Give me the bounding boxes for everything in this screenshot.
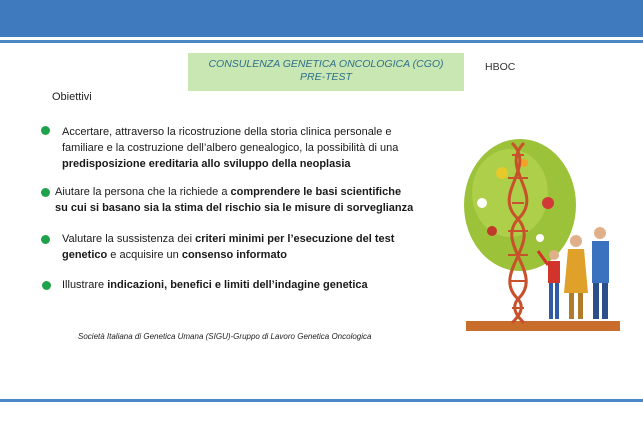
bullet-icon bbox=[42, 281, 51, 290]
objective-line bbox=[62, 156, 398, 172]
objective-bold-text: criteri minimi per l’esecuzione del test bbox=[195, 233, 395, 245]
objective-item bbox=[55, 184, 413, 216]
objective-bold-text: predisposizione ereditaria allo sviluppo della neoplasia bbox=[62, 158, 351, 170]
objective-item bbox=[62, 277, 368, 293]
header-bar bbox=[0, 0, 643, 37]
objective-line bbox=[62, 277, 368, 293]
objective-line bbox=[55, 200, 413, 216]
objective-line bbox=[62, 231, 394, 247]
objective-line bbox=[55, 184, 413, 200]
objective-bold-text: su cui si basano sia la stima del rischio sia le misure di sorveglianza bbox=[55, 202, 414, 214]
objective-text: Aiutare la persona che la richiede a bbox=[55, 186, 231, 198]
objective-bold-text: indicazioni, benefici e limiti dell’indagine genetica bbox=[107, 279, 368, 291]
objective-text: e acquisire un bbox=[107, 249, 182, 261]
objective-item bbox=[62, 124, 398, 172]
objective-text: familiare e la costruzione dell’albero genealogico, la possibilità di una bbox=[62, 142, 399, 154]
bullet-icon bbox=[41, 235, 50, 244]
footer-credit: Società Italiana di Genetica Umana (SIGU)-Gruppo di Lavoro Genetica Oncologica bbox=[78, 332, 372, 341]
header-divider bbox=[0, 40, 643, 43]
objective-text: Accertare, attraverso la ricostruzione della storia clinica personale e bbox=[62, 126, 392, 138]
slide-subtitle: PRE-TEST bbox=[300, 71, 352, 83]
slide-title: CONSULENZA GENETICA ONCOLOGICA (CGO) bbox=[208, 58, 444, 70]
bullet-icon bbox=[41, 126, 50, 135]
objective-item bbox=[62, 231, 394, 263]
objective-line bbox=[62, 140, 398, 156]
dna-tree-family-illustration bbox=[462, 133, 624, 333]
objective-text: Illustrare bbox=[62, 279, 108, 291]
section-label: Obiettivi bbox=[52, 91, 92, 103]
objective-text: Valutare la sussistenza dei bbox=[62, 233, 196, 245]
slide-title-box bbox=[188, 53, 464, 91]
objective-bold-text: genetico bbox=[62, 249, 108, 261]
objective-line bbox=[62, 124, 398, 140]
hboc-tag: HBOC bbox=[485, 61, 516, 73]
bullet-icon bbox=[41, 188, 50, 197]
objective-bold-text: consenso informato bbox=[181, 249, 287, 261]
objective-bold-text: comprendere le basi scientifiche bbox=[230, 186, 402, 198]
footer-divider bbox=[0, 399, 643, 402]
objective-line bbox=[62, 247, 394, 263]
